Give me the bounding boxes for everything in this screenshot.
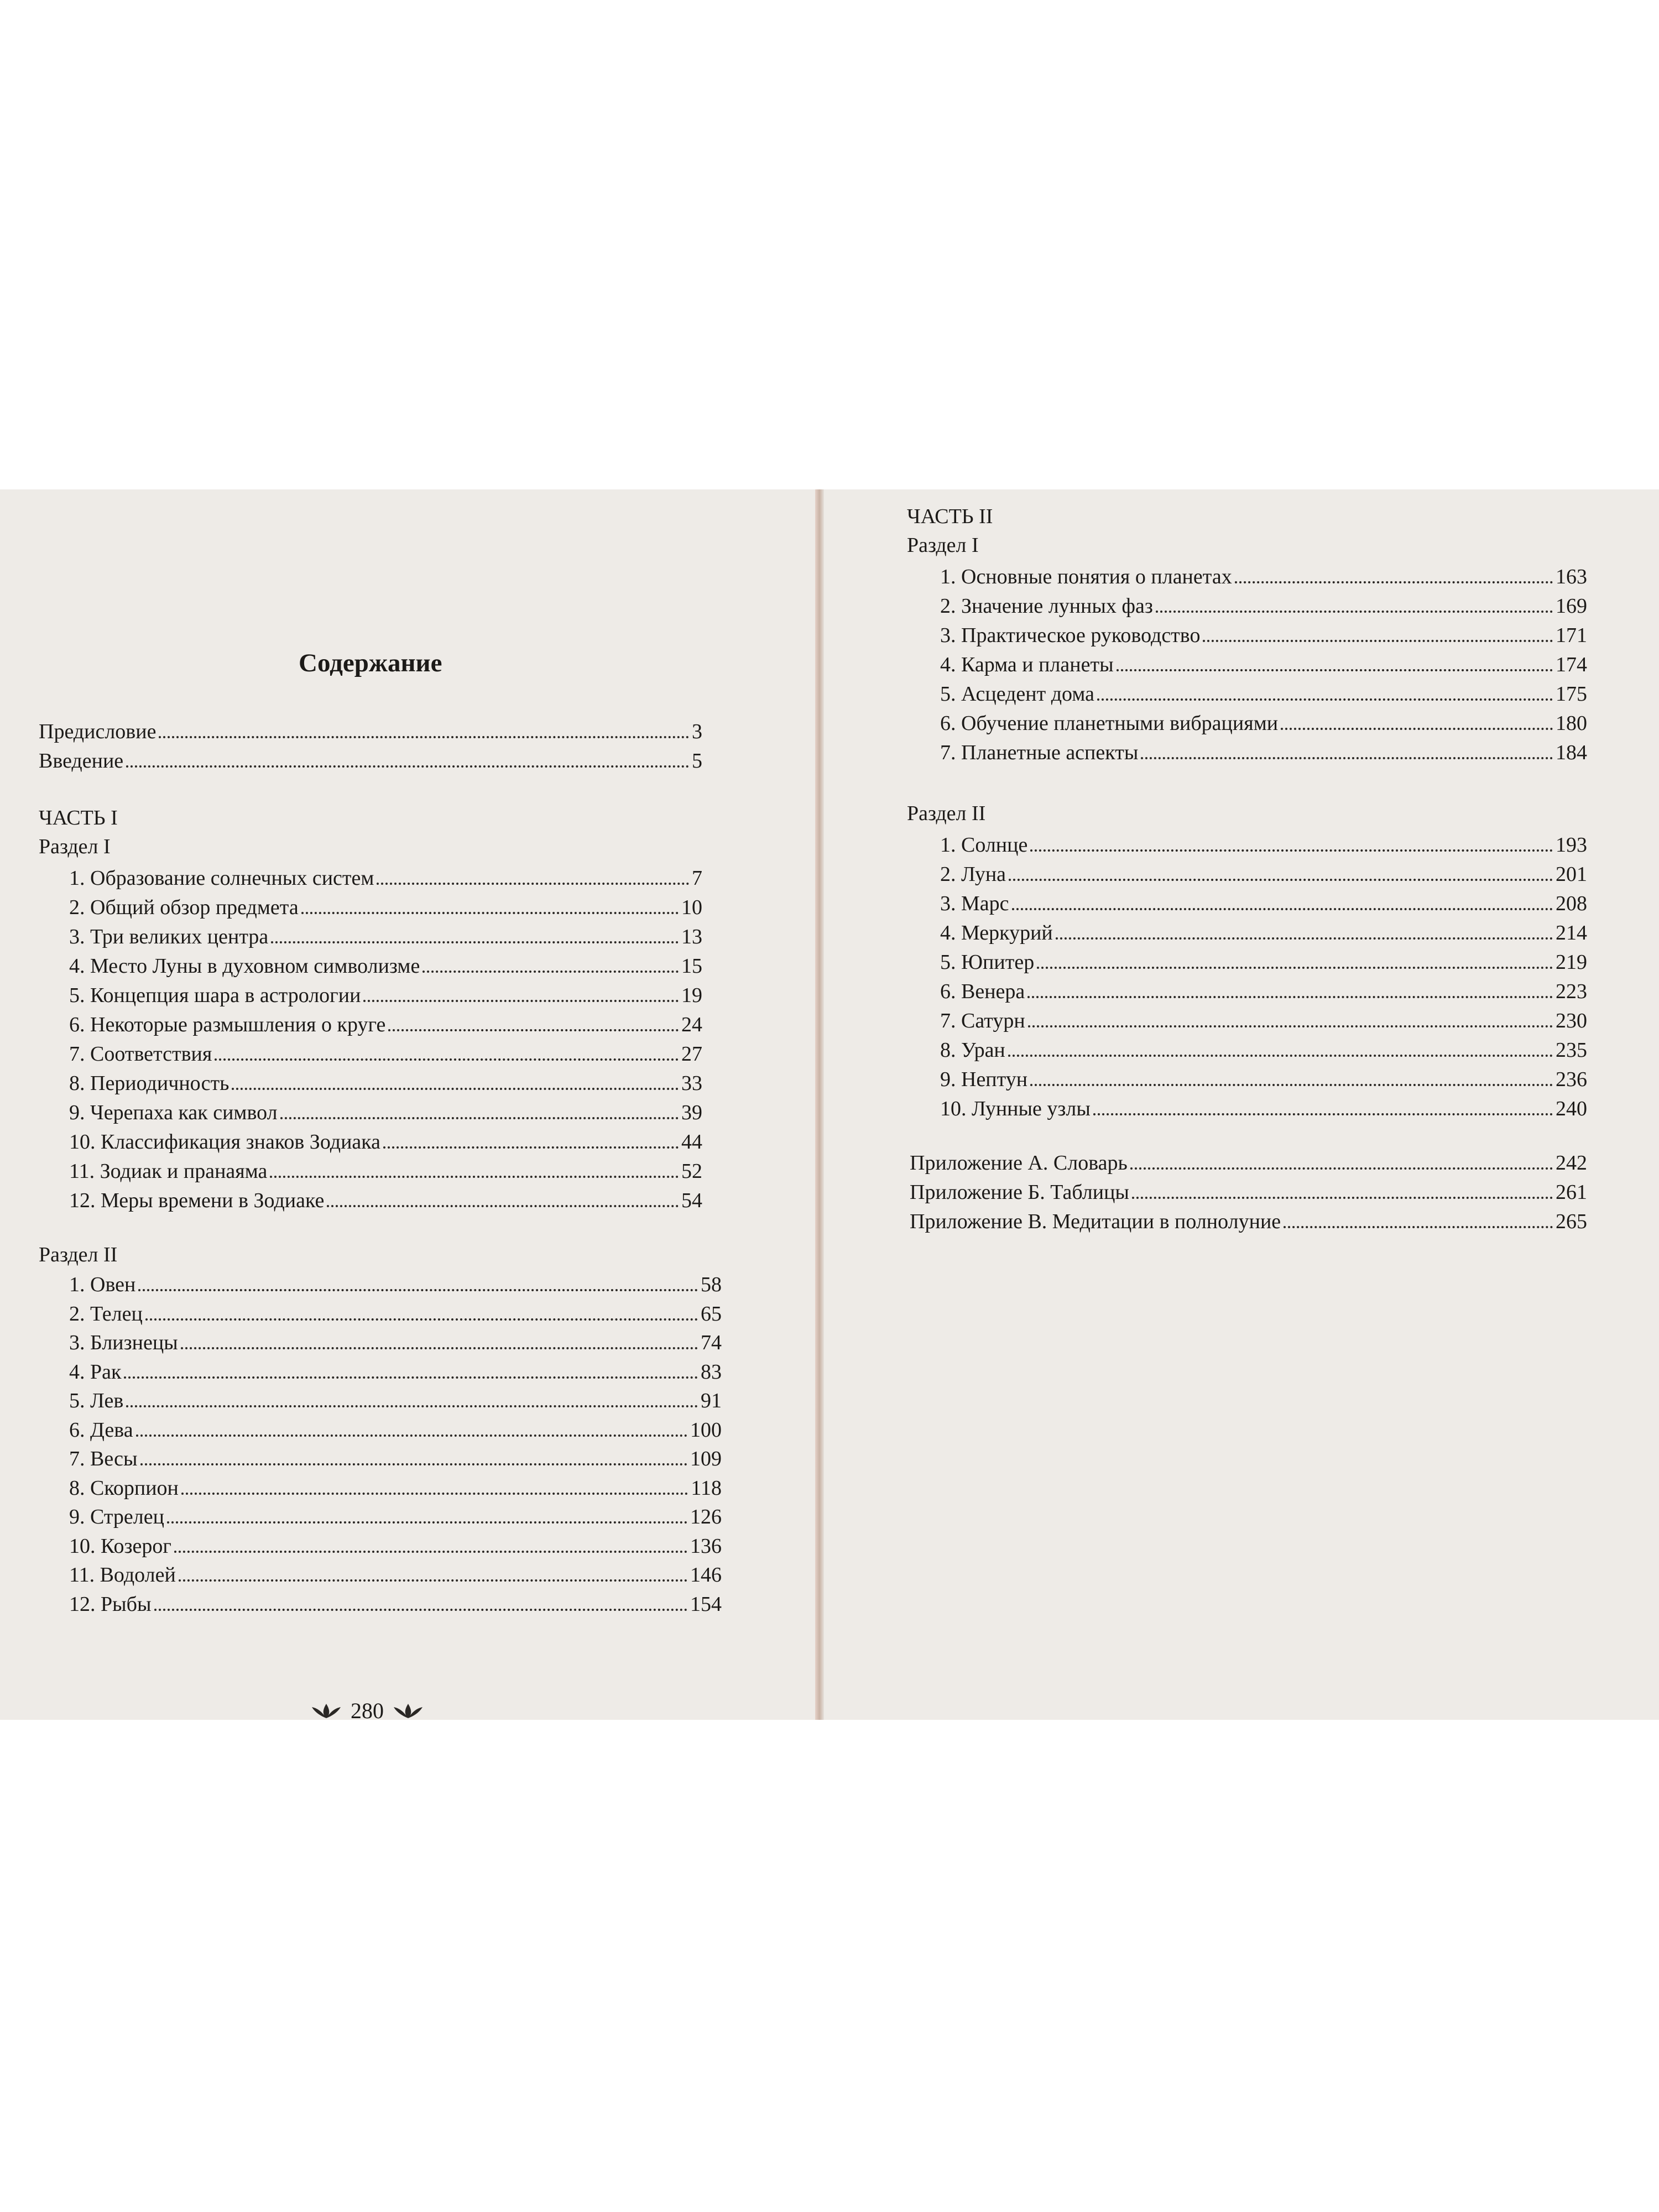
toc-entry-title: 10. Лунные узлы xyxy=(940,1097,1091,1120)
toc-entry xyxy=(69,1557,722,1585)
page-number-text: 280 xyxy=(351,1698,384,1723)
toc-entry-title: 7. Сатурн xyxy=(940,1009,1025,1032)
toc-entry xyxy=(940,1003,1587,1031)
toc-entry xyxy=(69,1441,722,1469)
toc-entry-page: 136 xyxy=(690,1534,722,1558)
toc-entry xyxy=(940,646,1587,675)
toc-entry-title: 8. Скорпион xyxy=(69,1476,179,1500)
toc-entry-page: 91 xyxy=(701,1389,722,1412)
toc-entry-title: 9. Нептун xyxy=(940,1068,1028,1091)
toc-entry-page: 74 xyxy=(701,1331,722,1354)
part-label: ЧАСТЬ I xyxy=(39,806,118,830)
toc-entry-page: 193 xyxy=(1556,833,1587,857)
toc-entry-page: 261 xyxy=(1556,1181,1587,1204)
toc-entry-title: 4. Рак xyxy=(69,1360,122,1384)
section-label: Раздел II xyxy=(907,802,986,825)
toc-entry xyxy=(69,1266,722,1295)
toc-entry-page: 169 xyxy=(1556,594,1587,618)
toc-entry xyxy=(69,1528,722,1557)
toc-entry xyxy=(940,944,1587,973)
toc-entry-title: 1. Солнце xyxy=(940,833,1028,857)
toc-entry-page: 109 xyxy=(690,1447,722,1470)
toc-entry-page: 10 xyxy=(681,896,702,919)
toc-entry-page: 15 xyxy=(681,954,702,978)
toc-entry-title: 5. Юпитер xyxy=(940,951,1035,974)
toc-entry-page: 184 xyxy=(1556,741,1587,764)
toc-entry-title: 6. Венера xyxy=(940,980,1025,1003)
toc-entry xyxy=(940,617,1587,646)
toc-entry-page: 240 xyxy=(1556,1097,1587,1120)
toc-entry-page: 39 xyxy=(681,1101,702,1124)
toc-entry-page: 58 xyxy=(701,1273,722,1296)
toc-entry-page: 242 xyxy=(1556,1151,1587,1175)
toc-entry-page: 83 xyxy=(701,1360,722,1384)
toc-entry-page: 118 xyxy=(691,1476,722,1500)
page-number xyxy=(310,1698,425,1724)
toc-entry xyxy=(69,1006,702,1035)
toc-entry xyxy=(69,1586,722,1615)
toc-entry-page: 208 xyxy=(1556,892,1587,915)
toc-entry xyxy=(69,1065,702,1094)
toc-entry-title: 3. Марс xyxy=(940,892,1009,915)
toc-entry-title: 3. Практическое руководство xyxy=(940,624,1201,647)
toc-entry-page: 33 xyxy=(681,1072,702,1095)
toc-entry-page: 201 xyxy=(1556,863,1587,886)
toc-appendix-entry xyxy=(910,1174,1587,1203)
toc-entry xyxy=(69,1324,722,1353)
toc-entry-title: 1. Образование солнечных систем xyxy=(69,867,374,890)
toc-entry xyxy=(940,1061,1587,1090)
toc-entry-page: 223 xyxy=(1556,980,1587,1003)
toc-entry xyxy=(69,1383,722,1411)
toc-entry-title: 4. Меркурий xyxy=(940,921,1053,945)
toc-entry xyxy=(69,1094,702,1123)
toc-entry-page: 126 xyxy=(690,1505,722,1528)
toc-entry xyxy=(69,948,702,977)
toc-entry-title: 9. Черепаха как символ xyxy=(69,1101,278,1124)
toc-entry xyxy=(69,1296,722,1324)
toc-entry xyxy=(940,885,1587,914)
toc-entry xyxy=(940,559,1587,587)
lotus-ornament-icon xyxy=(392,1702,425,1720)
section-label: Раздел II xyxy=(39,1243,118,1266)
toc-entry-title: 2. Значение лунных фаз xyxy=(940,594,1153,618)
toc-entry-title: 8. Уран xyxy=(940,1039,1005,1062)
toc-entry xyxy=(940,856,1587,885)
toc-entry-title: 12. Рыбы xyxy=(69,1592,152,1616)
toc-entry xyxy=(940,1091,1587,1119)
toc-entry xyxy=(69,889,702,918)
toc-entry-introduction xyxy=(39,743,702,771)
toc-entry-page: 24 xyxy=(681,1013,702,1036)
toc-entry-page: 235 xyxy=(1556,1039,1587,1062)
toc-entry xyxy=(940,915,1587,943)
toc-entry-title: 5. Асцедент дома xyxy=(940,682,1094,706)
toc-entry-page: 146 xyxy=(690,1563,722,1587)
toc-entry xyxy=(940,734,1587,763)
toc-entry xyxy=(69,1182,702,1211)
toc-entry-title: Предисловие xyxy=(39,720,156,743)
toc-entry-page: 175 xyxy=(1556,682,1587,706)
toc-entry-page: 5 xyxy=(692,749,702,773)
book-spine xyxy=(815,489,824,1720)
toc-entry-title: 7. Планетные аспекты xyxy=(940,741,1139,764)
toc-entry-title: 10. Козерог xyxy=(69,1534,171,1558)
toc-entry xyxy=(69,919,702,947)
toc-entry xyxy=(940,827,1587,855)
toc-entry xyxy=(69,1153,702,1182)
toc-entry-title: 8. Периодичность xyxy=(69,1072,229,1095)
toc-entry xyxy=(69,977,702,1006)
toc-entry-page: 65 xyxy=(701,1302,722,1326)
toc-entry xyxy=(69,1124,702,1152)
toc-entry-title: 1. Овен xyxy=(69,1273,136,1296)
toc-entry xyxy=(940,705,1587,734)
toc-entry-title: 11. Зодиак и пранаяма xyxy=(69,1160,268,1183)
toc-entry-title: Приложение А. Словарь xyxy=(910,1151,1128,1175)
toc-entry-title: 11. Водолей xyxy=(69,1563,176,1587)
toc-entry-page: 236 xyxy=(1556,1068,1587,1091)
toc-entry-page: 54 xyxy=(681,1189,702,1212)
toc-entry-title: 2. Телец xyxy=(69,1302,143,1326)
toc-entry-page: 163 xyxy=(1556,565,1587,588)
toc-entry-title: Приложение Б. Таблицы xyxy=(910,1181,1129,1204)
toc-entry-page: 19 xyxy=(681,984,702,1007)
toc-entry xyxy=(69,1354,722,1383)
toc-entry xyxy=(940,588,1587,617)
toc-entry xyxy=(940,676,1587,705)
toc-entry-title: 6. Обучение планетными вибрациями xyxy=(940,712,1279,735)
toc-entry-page: 100 xyxy=(690,1418,722,1442)
toc-entry-page: 27 xyxy=(681,1042,702,1066)
toc-entry-title: 12. Меры времени в Зодиаке xyxy=(69,1189,325,1212)
toc-entry xyxy=(69,1412,722,1441)
toc-entry-title: 2. Луна xyxy=(940,863,1006,886)
toc-entry xyxy=(69,1470,722,1499)
toc-entry-title: 2. Общий обзор предмета xyxy=(69,896,299,919)
toc-entry xyxy=(69,1036,702,1065)
toc-entry-title: Введение xyxy=(39,749,124,773)
toc-entry-title: 7. Весы xyxy=(69,1447,138,1470)
toc-entry-page: 174 xyxy=(1556,653,1587,676)
toc-entry-title: 9. Стрелец xyxy=(69,1505,164,1528)
toc-entry-page: 230 xyxy=(1556,1009,1587,1032)
section-label: Раздел I xyxy=(39,835,111,858)
toc-entry-title: 4. Карма и планеты xyxy=(940,653,1114,676)
toc-entry-title: 3. Три великих центра xyxy=(69,925,269,948)
toc-entry xyxy=(940,1032,1587,1061)
toc-entry-page: 219 xyxy=(1556,951,1587,974)
toc-entry-page: 13 xyxy=(681,925,702,948)
toc-entry-preface xyxy=(39,713,702,742)
toc-appendix-entry xyxy=(910,1203,1587,1232)
toc-entry xyxy=(69,860,702,889)
toc-entry-title: 10. Классификация знаков Зодиака xyxy=(69,1130,381,1154)
lotus-ornament-icon xyxy=(310,1702,343,1720)
toc-entry-title: 4. Место Луны в духовном символизме xyxy=(69,954,420,978)
toc-entry-title: 6. Некоторые размышления о круге xyxy=(69,1013,386,1036)
toc-entry-page: 214 xyxy=(1556,921,1587,945)
toc-entry-title: 6. Дева xyxy=(69,1418,133,1442)
toc-entry xyxy=(69,1499,722,1527)
toc-entry-page: 7 xyxy=(692,867,702,890)
toc-entry-title: 5. Лев xyxy=(69,1389,124,1412)
toc-entry-title: 3. Близнецы xyxy=(69,1331,178,1354)
contents-title: Содержание xyxy=(299,649,442,677)
part-label: ЧАСТЬ II xyxy=(907,505,993,528)
section-label: Раздел I xyxy=(907,534,979,557)
toc-entry-page: 3 xyxy=(692,720,702,743)
toc-entry-title: 7. Соответствия xyxy=(69,1042,212,1066)
toc-entry-title: 1. Основные понятия о планетах xyxy=(940,565,1232,588)
toc-entry-title: 5. Концепция шара в астрологии xyxy=(69,984,361,1007)
toc-appendix-entry xyxy=(910,1145,1587,1173)
toc-entry-page: 154 xyxy=(690,1592,722,1616)
toc-entry-page: 52 xyxy=(681,1160,702,1183)
toc-entry-title: Приложение В. Медитации в полнолуние xyxy=(910,1210,1281,1233)
toc-entry-page: 265 xyxy=(1556,1210,1587,1233)
toc-entry-page: 180 xyxy=(1556,712,1587,735)
toc-entry-page: 171 xyxy=(1556,624,1587,647)
toc-entry-page: 44 xyxy=(681,1130,702,1154)
toc-entry xyxy=(940,973,1587,1002)
